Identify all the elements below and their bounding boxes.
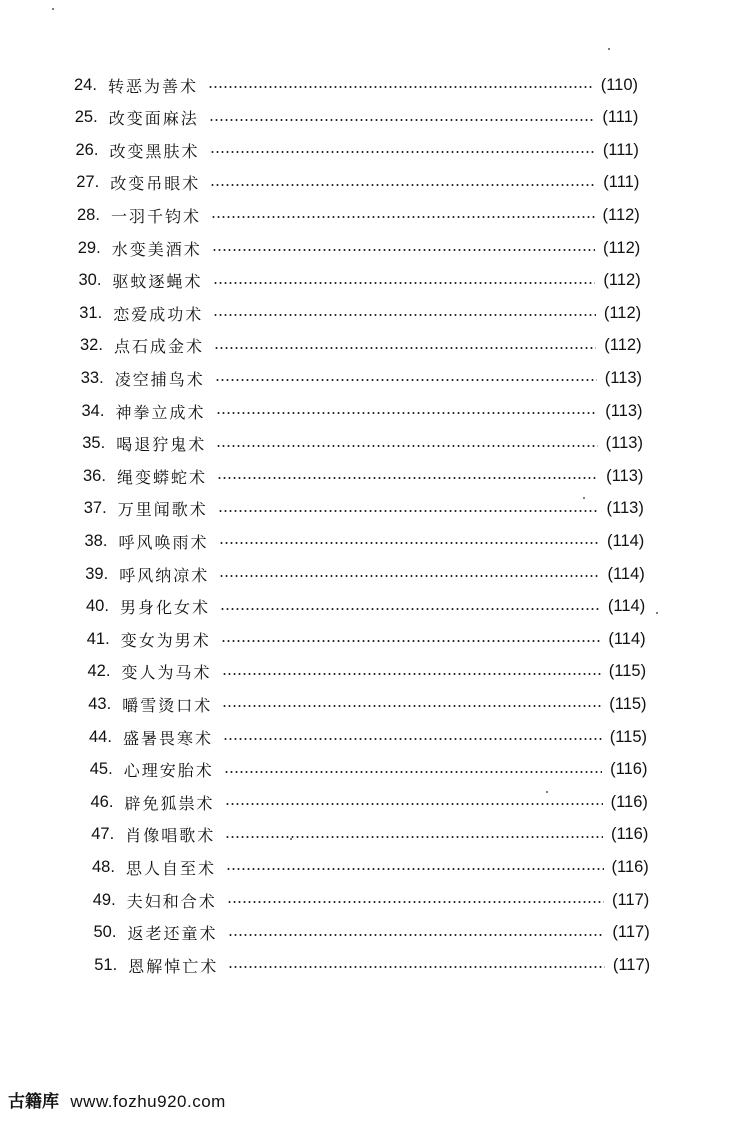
toc-entry — [75, 105, 639, 131]
scan-speck — [52, 8, 54, 10]
toc-entry-title: 盛暑畏寒术 — [123, 728, 214, 748]
footer-site-url: www.fozhu920.com — [70, 1092, 226, 1111]
toc-entry-title: 驱蚊逐蝇术 — [112, 272, 203, 292]
toc-entry — [91, 789, 648, 815]
toc-entry-number: 39. — [85, 564, 109, 583]
toc-entry-title: 水变美酒术 — [111, 239, 202, 259]
toc-entry — [91, 822, 648, 848]
toc-entry — [85, 561, 645, 587]
toc-entry — [84, 496, 644, 522]
toc-entry — [90, 757, 648, 783]
toc-entry — [88, 691, 646, 717]
dot-leader — [215, 379, 597, 381]
toc-entry-page-number: (112) — [604, 336, 642, 355]
toc-entry-title: 转恶为善术 — [108, 76, 199, 96]
toc-entry-number: 26. — [75, 140, 99, 159]
scan-speck — [290, 838, 292, 840]
toc-entry-title: 呼风唤雨术 — [118, 532, 209, 552]
toc-entry-number: 30. — [78, 271, 102, 290]
toc-entry-title: 一羽千钧术 — [111, 206, 202, 226]
dot-leader — [208, 86, 593, 88]
toc-entry-number: 37. — [83, 499, 107, 518]
dot-leader — [219, 542, 599, 544]
toc-entry-number: 40. — [86, 597, 109, 616]
toc-entry-number: 38. — [84, 531, 108, 550]
toc-entry-number: 28. — [77, 205, 100, 224]
toc-entry-number: 42. — [87, 662, 111, 681]
toc-entry-page-number: (113) — [606, 499, 644, 518]
toc-entry-page-number: (114) — [607, 597, 646, 616]
toc-entry-number: 45. — [89, 760, 113, 779]
toc-entry-page-number: (116) — [611, 857, 649, 876]
dot-leader — [225, 836, 603, 838]
toc-entry-page-number: (112) — [603, 271, 641, 290]
toc-entry — [81, 365, 642, 391]
dot-leader — [210, 184, 595, 186]
footer-brand: 古籍库 — [8, 1092, 59, 1112]
toc-entry — [83, 463, 643, 489]
toc-entry-number: 36. — [83, 466, 106, 485]
toc-entry-title: 绳变蟒蛇术 — [117, 467, 208, 487]
toc-entry-title: 男身化女术 — [120, 598, 211, 618]
toc-entry-page-number: (112) — [602, 238, 641, 257]
toc-entry-number: 24. — [74, 75, 97, 94]
dot-leader — [213, 282, 596, 284]
toc-entry — [88, 659, 647, 685]
toc-entry-page-number: (113) — [604, 368, 643, 387]
dot-leader — [224, 771, 602, 773]
toc-entry-page-number: (114) — [607, 531, 645, 550]
dot-leader — [217, 477, 598, 479]
dot-leader — [227, 901, 604, 903]
toc-entry-title: 改变面麻法 — [108, 109, 199, 129]
toc-entry — [74, 72, 638, 98]
toc-entry-number: 43. — [88, 694, 112, 713]
dot-leader — [222, 705, 601, 707]
scan-speck — [608, 48, 610, 50]
toc-entry-page-number: (110) — [600, 75, 638, 94]
toc-entry-number: 50. — [93, 923, 117, 942]
scan-speck — [546, 791, 548, 793]
toc-entry-page-number: (113) — [605, 434, 643, 453]
toc-entry-page-number: (116) — [611, 825, 649, 844]
dot-leader — [211, 216, 594, 218]
toc-entry — [87, 626, 646, 652]
toc-entry-number: 29. — [77, 238, 101, 257]
toc-entry — [82, 431, 643, 457]
toc-entry-number: 46. — [90, 792, 114, 811]
toc-entry-page-number: (116) — [610, 792, 648, 811]
dot-leader — [226, 868, 603, 870]
toc-entry-title: 神拳立成术 — [115, 402, 206, 422]
toc-entry-title: 凌空捕鸟术 — [114, 369, 205, 389]
scan-speck — [583, 497, 585, 499]
dot-leader — [214, 347, 596, 349]
toc-entry — [93, 887, 650, 913]
dot-leader — [228, 934, 605, 936]
toc-entry-title: 心理安胎术 — [123, 761, 214, 781]
toc-entry-page-number: (115) — [608, 662, 647, 681]
toc-entry-title: 肖像唱歌术 — [125, 826, 216, 846]
toc-entry-number: 47. — [91, 825, 115, 844]
dot-leader — [210, 151, 595, 153]
toc-entry-page-number: (116) — [610, 760, 648, 779]
toc-entry-number: 41. — [86, 629, 110, 648]
dot-leader — [222, 673, 601, 675]
toc-entry-title: 嚼雪烫口术 — [122, 695, 213, 715]
dot-leader — [216, 412, 598, 414]
toc-entry-page-number: (115) — [609, 694, 647, 713]
toc-entry-number: 31. — [79, 303, 103, 322]
toc-entry-number: 34. — [81, 401, 105, 420]
toc-entry — [85, 528, 645, 554]
toc-entry-page-number: (112) — [603, 303, 642, 322]
toc-entry-title: 改变吊眼术 — [110, 174, 201, 194]
toc-entry-title: 变人为马术 — [121, 663, 212, 683]
toc-entry-title: 呼风纳凉术 — [119, 565, 210, 585]
toc-entry — [79, 268, 641, 294]
scan-speck — [656, 612, 658, 614]
toc-entry — [86, 594, 645, 620]
toc-entry-title: 恩解悼亡术 — [128, 956, 219, 976]
dot-leader — [228, 966, 605, 968]
toc-entry — [80, 333, 642, 359]
dot-leader — [220, 608, 600, 610]
toc-entry-number: 51. — [94, 955, 118, 974]
toc-entry-title: 思人自至术 — [126, 858, 217, 878]
toc-entry-page-number: (117) — [611, 890, 650, 909]
toc-entry — [82, 398, 643, 424]
toc-entry-number: 44. — [89, 727, 112, 746]
dot-leader — [218, 510, 599, 512]
toc-entry-page-number: (114) — [607, 564, 645, 583]
toc-entry — [89, 724, 647, 750]
dot-leader — [219, 575, 599, 577]
toc-entry-title: 返老还童术 — [127, 924, 218, 944]
dot-leader — [225, 803, 603, 805]
toc-entry-page-number: (113) — [605, 401, 643, 420]
toc-entry-number: 48. — [92, 857, 115, 876]
toc-entry-number: 27. — [76, 173, 100, 192]
toc-entry-number: 49. — [92, 890, 116, 909]
toc-entry-page-number: (115) — [609, 727, 647, 746]
dot-leader — [223, 738, 602, 740]
toc-entry-page-number: (117) — [612, 923, 650, 942]
toc-entry-page-number: (114) — [608, 629, 646, 648]
toc-entry-title: 点石成金术 — [114, 337, 205, 357]
dot-leader — [209, 119, 595, 121]
toc-entry-page-number: (111) — [603, 173, 640, 192]
toc-entry-title: 辟免狐祟术 — [124, 793, 215, 813]
toc-entry-page-number: (112) — [602, 205, 640, 224]
toc-entry — [79, 300, 641, 326]
toc-entry-number: 35. — [82, 434, 106, 453]
toc-entry — [94, 952, 650, 978]
toc-entry-title: 万里闻歌术 — [117, 500, 208, 520]
dot-leader — [213, 314, 596, 316]
toc-entry-title: 夫妇和合术 — [126, 891, 217, 911]
toc-entry — [78, 235, 641, 261]
toc-entry-title: 喝退狞鬼术 — [116, 435, 207, 455]
toc-entry — [76, 170, 639, 196]
dot-leader — [221, 640, 601, 642]
dot-leader — [216, 445, 597, 447]
toc-entry-number: 32. — [80, 336, 103, 355]
toc-entry — [76, 137, 639, 163]
toc-entry-number: 33. — [80, 368, 104, 387]
toc-entry-page-number: (111) — [602, 108, 639, 127]
toc-entry-page-number: (113) — [606, 466, 644, 485]
toc-entry — [92, 854, 649, 880]
footer-watermark — [8, 1087, 226, 1112]
toc-entry-title: 恋爱成功术 — [113, 304, 204, 324]
toc-entry-page-number: (111) — [602, 140, 639, 159]
dot-leader — [212, 249, 595, 251]
toc-entry — [94, 920, 650, 946]
toc-entry-title: 变女为男术 — [120, 630, 211, 650]
toc-entry-number: 25. — [74, 108, 98, 127]
toc-entry-title: 改变黑肤术 — [109, 141, 200, 161]
toc-entry-page-number: (117) — [612, 955, 651, 974]
toc-entry — [77, 202, 640, 228]
